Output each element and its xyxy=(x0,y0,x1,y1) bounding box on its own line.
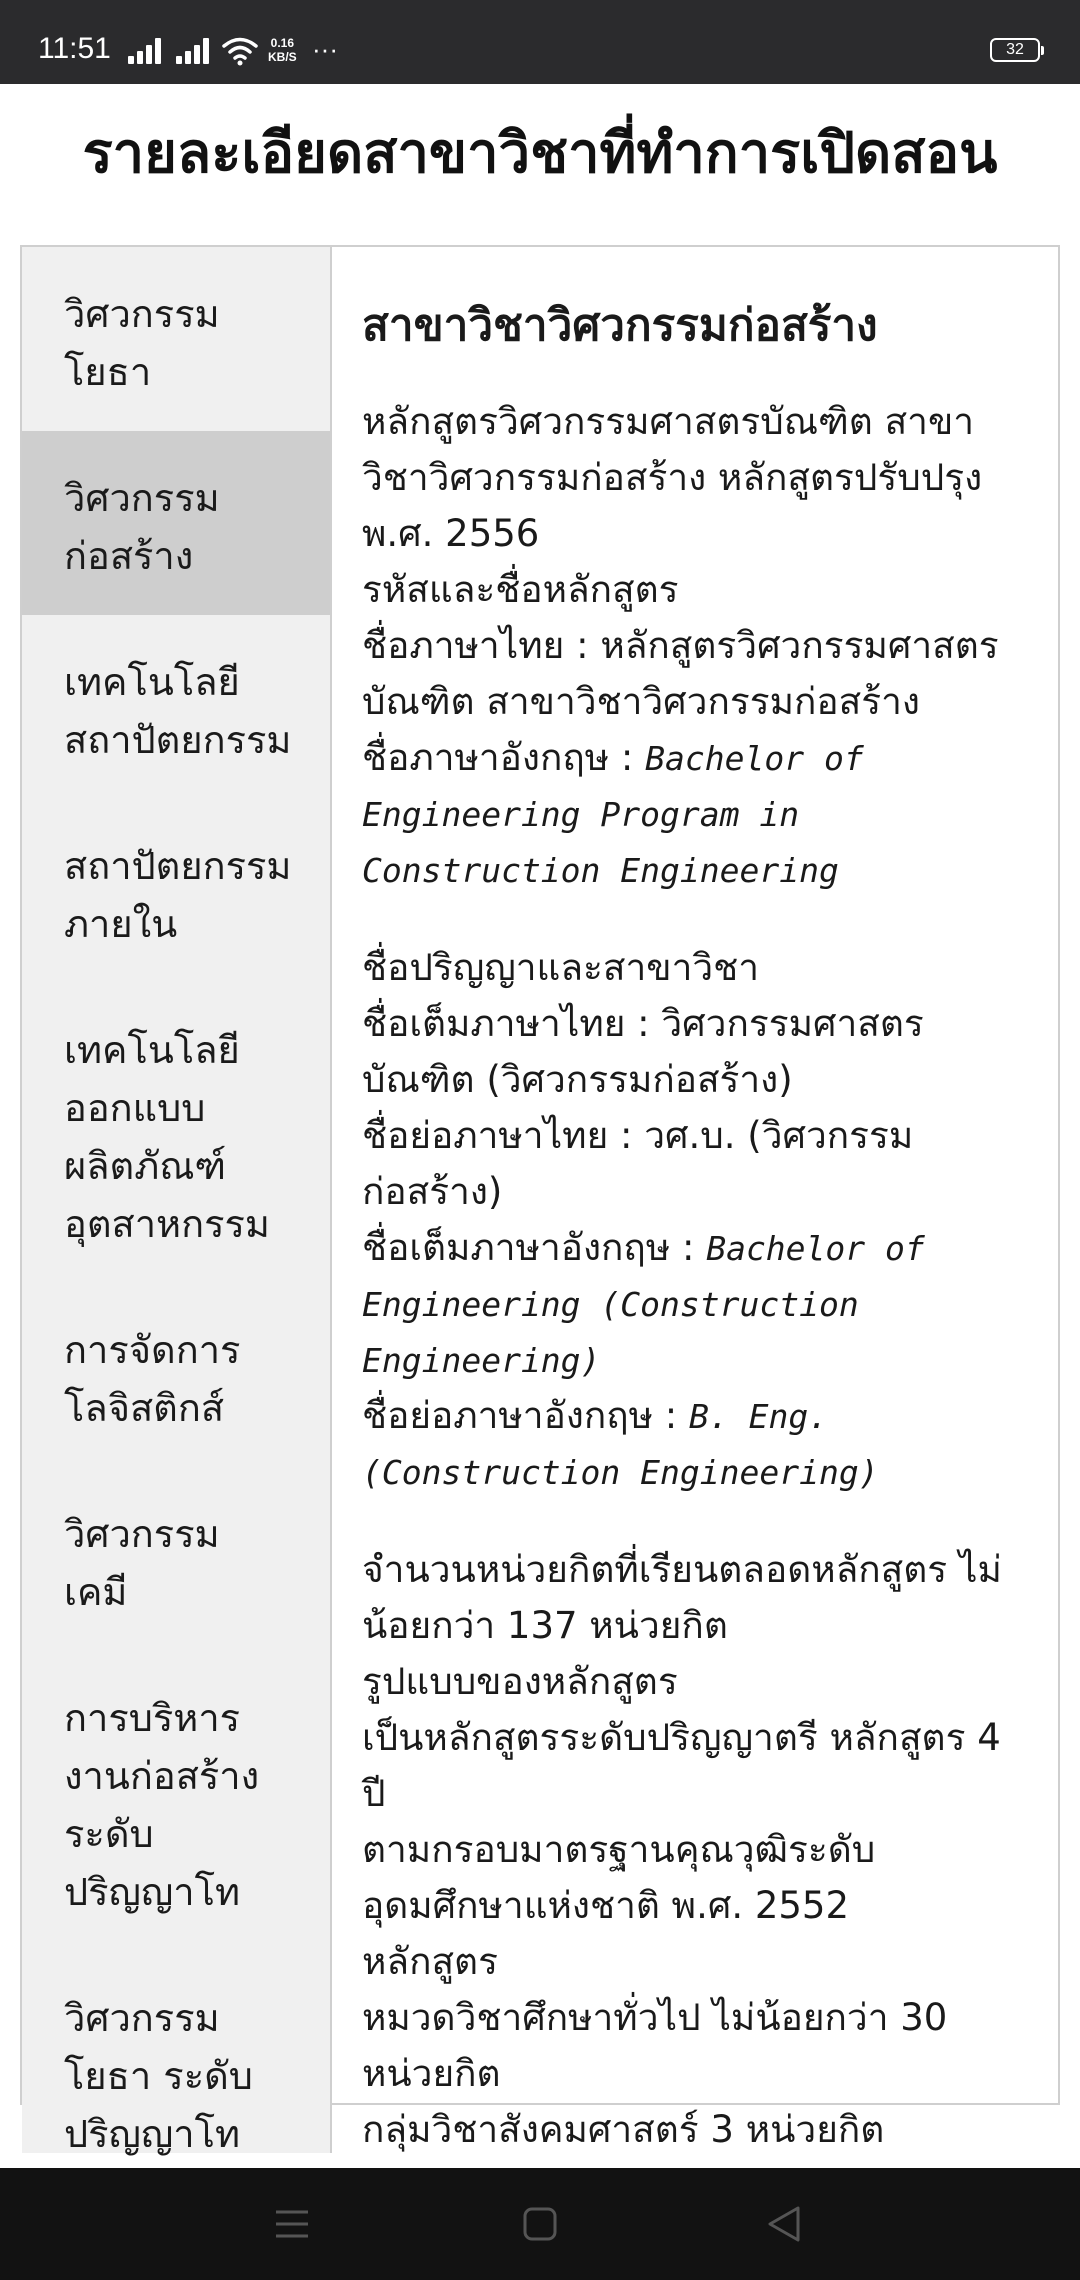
sidebar-item-label: วิศวกรรม xyxy=(64,1996,220,2040)
curriculum-name: หลักสูตรวิศวกรรมศาสตรบัณฑิต สาขาวิชาวิศวกรรมก่อสร้าง หลักสูตรปรับปรุง พ.ศ. 2556 xyxy=(362,400,983,555)
sidebar-item-interior-architecture[interactable] xyxy=(22,799,330,983)
eng-name-label: ชื่อภาษาอังกฤษ : xyxy=(362,736,646,779)
social-science-text: กลุ่มวิชาสังคมศาสตร์ 3 หน่วยกิต xyxy=(362,2108,885,2151)
sidebar-item-label: เทคโนโลยี xyxy=(64,660,240,704)
sidebar-item-label: วิศวกรรม xyxy=(64,1512,220,1556)
sidebar-item-label: เคมี xyxy=(64,1570,128,1614)
full-eng-label: ชื่อเต็มภาษาอังกฤษ : xyxy=(362,1226,707,1269)
sidebar-item-label: ผลิตภัณฑ์ xyxy=(64,1144,227,1188)
sidebar-item-civil-engineering-masters[interactable] xyxy=(22,1951,330,2193)
navigation-bar xyxy=(0,2168,1080,2280)
network-speed-value: 0.16 xyxy=(270,36,295,50)
more-notifications-icon: ··· xyxy=(312,34,338,64)
sidebar-item-label: วิศวกรรม xyxy=(64,476,220,520)
sidebar-item-label: วิศวกรรม xyxy=(64,292,220,336)
sidebar-item-chemical-engineering[interactable] xyxy=(22,1467,330,1651)
signal-icon-2 xyxy=(176,38,212,64)
full-eng-row xyxy=(362,1220,1032,1388)
sidebar-item-civil-engineering[interactable] xyxy=(22,247,330,431)
sidebar-item-label: งานก่อสร้าง xyxy=(64,1754,260,1798)
sidebar-item-label: โยธา ระดับ xyxy=(64,2054,253,2098)
sidebar-item-label: อุตสาหกรรม xyxy=(64,1202,270,1246)
eng-name-value: Bachelor of Engineering Program in Construction Engineering xyxy=(362,739,864,890)
thai-name-label: ชื่อภาษาไทย : xyxy=(362,624,601,667)
short-thai-label: ชื่อย่อภาษาไทย : xyxy=(362,1114,645,1157)
program-sidebar xyxy=(22,247,332,2156)
sidebar-item-label: ภายใน xyxy=(64,902,178,946)
sidebar-item-construction-engineering[interactable] xyxy=(22,431,330,615)
degree-heading: ชื่อปริญญาและสาขาวิชา xyxy=(362,946,760,989)
status-time: 11:51 xyxy=(38,32,111,65)
home-icon[interactable] xyxy=(510,2196,570,2252)
sidebar-item-label: โลจิสติกส์ xyxy=(64,1386,225,1430)
format-heading: รูปแบบของหลักสูตร xyxy=(362,1660,678,1703)
sidebar-item-label: เทคโนโลยี xyxy=(64,1028,240,1072)
network-speed xyxy=(268,36,297,64)
short-eng-value: B. Eng. (Construction Engineering) xyxy=(362,1397,879,1492)
full-thai-label: ชื่อเต็มภาษาไทย : xyxy=(362,1002,662,1045)
battery-icon: 32 xyxy=(990,38,1040,62)
sidebar-item-construction-management-masters[interactable] xyxy=(22,1651,330,1951)
short-eng-row xyxy=(362,1388,1032,1500)
code-heading: รหัสและชื่อหลักสูตร xyxy=(362,568,679,611)
sidebar-item-label: ปริญญาโท xyxy=(64,2112,241,2156)
short-thai-row xyxy=(362,1108,1032,1220)
program-details xyxy=(362,290,1032,2158)
thai-name-value: หลักสูตรวิศวกรรมศาสตรบัณฑิต สาขาวิชาวิศวกรรมก่อสร้าง xyxy=(362,624,999,723)
sidebar-item-label: ก่อสร้าง xyxy=(64,534,194,578)
short-thai-value: วศ.บ. (วิศวกรรมก่อสร้าง) xyxy=(362,1114,914,1213)
status-bar xyxy=(0,0,1080,84)
thai-name-row xyxy=(362,618,1032,730)
full-eng-value: Bachelor of Engineering (Construction Engineering) xyxy=(362,1229,925,1380)
network-speed-unit: KB/S xyxy=(268,50,297,64)
full-thai-value: วิศวกรรมศาสตรบัณฑิต (วิศวกรรมก่อสร้าง) xyxy=(362,1002,924,1101)
sidebar-item-architectural-technology[interactable] xyxy=(22,615,330,799)
sidebar-item-label: สถาปัตยกรรม xyxy=(64,844,292,888)
format-text: เป็นหลักสูตรระดับปริญญาตรี หลักสูตร 4 ปี xyxy=(362,1716,1001,1815)
structure-heading: หลักสูตร xyxy=(362,1940,498,1983)
sidebar-item-label: สถาปัตยกรรม xyxy=(64,718,292,762)
program-heading: สาขาวิชาวิศวกรรมก่อสร้าง xyxy=(362,300,878,351)
sidebar-item-industrial-product-design[interactable] xyxy=(22,983,330,1283)
general-education-text: หมวดวิชาศึกษาทั่วไป ไม่น้อยกว่า 30 หน่วยกิต xyxy=(362,1996,948,2095)
sidebar-item-label: ปริญญาโท xyxy=(64,1870,241,1914)
sidebar-item-label: การบริหาร xyxy=(64,1696,241,1740)
short-eng-label: ชื่อย่อภาษาอังกฤษ : xyxy=(362,1394,690,1437)
sidebar-item-label: ออกแบบ xyxy=(64,1086,206,1130)
sidebar-item-label: โยธา xyxy=(64,350,152,394)
sidebar-item-label: การจัดการ xyxy=(64,1328,241,1372)
wifi-icon xyxy=(222,36,258,66)
menu-icon[interactable] xyxy=(262,2196,322,2252)
eng-name-row xyxy=(362,730,1032,898)
back-icon[interactable] xyxy=(754,2196,814,2252)
credits-text: จำนวนหน่วยกิตที่เรียนตลอดหลักสูตร ไม่น้อยกว่า 137 หน่วยกิต xyxy=(362,1548,1002,1647)
full-thai-row xyxy=(362,996,1032,1108)
sidebar-item-logistics-management[interactable] xyxy=(22,1283,330,1467)
page-title: รายละเอียดสาขาวิชาที่ทำการเปิดสอน xyxy=(82,121,998,186)
standard-text: ตามกรอบมาตรฐานคุณวุฒิระดับอุดมศึกษาแห่งชาติ พ.ศ. 2552 xyxy=(362,1828,876,1927)
sidebar-item-label: ระดับ xyxy=(64,1812,154,1856)
signal-icon xyxy=(128,38,164,64)
